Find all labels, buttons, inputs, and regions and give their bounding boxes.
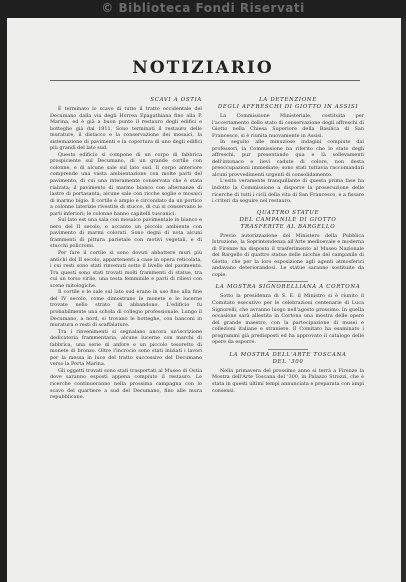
section-divider [268, 281, 308, 282]
paragraph: Gli oggetti trovati sono stati trasportati al Museo di Ostia dove saranno esposti appena compiuto il restauro. Le ricerche continueranno nella prossima campagna con lo scavo del quartiere a sud del Decumano, fino alle mura repubblicane. [50, 367, 202, 401]
section-title-arte-toscana [212, 352, 364, 366]
paragraph: Sotto la presidenza di S. E. il Ministro si è riunito il Comitato esecutivo per le celebrazioni centenarie di Luca Signorelli, che avranno luogo nell'agosto prossimo. In quella occasione sarà allestita in Cortona una mostra delle opere del grande maestro, con la partecipazione di musei e collezioni italiane e straniere. Il Comitato ha esaminato i programmi già predisposti ed ha approvato il catalogo delle opere da esporre. [212, 293, 364, 346]
watermark-text: © Biblioteca Fondi Riservati [101, 1, 305, 15]
section-title-statue [212, 210, 364, 231]
paragraph: È terminato lo scavo di tutto il tratto occidentale del Decumano dalla via degli Horrea Epagathiana fino alla P. Marina, ed è già a buon punto il restauro degli edifici e botteghe già dal 1911. Sono terminati il restauro delle murature, il distacco e la conservazione dei mosaici, la sistemazione di pavimenti e la copertura di uno degli edifici più grandi del lato sud. [50, 106, 202, 152]
section-title-line: QUATTRO STATUE [256, 209, 320, 216]
section-title-line: LA DETENZIONE [259, 97, 317, 103]
paragraph: L'esito veramente tranquillante di questa prima fase ha indotto la Commissione a disporre la prosecuzione delle ricerche di tutti i cicli della vita di San Francesco, e a fissare i criteri da seguire nel restauro. [212, 178, 364, 205]
section-title-affreschi [212, 97, 364, 111]
scan-right-edge [401, 18, 406, 582]
section-title-line: TRASFERITE AL BARGELLO [240, 223, 336, 230]
paragraph: Tra i rinvenimenti si segnalano ancora un'iscrizione dedicatoria frammentaria, alcune lucerne con marchi di fabbrica, una serie di anfore e un piccolo tesoretto di monete di bronzo. Oltre l'incrocio sono stati iniziati i lavori per la messa in luce del tratto successivo del Decumano verso la Porta Marina. [50, 328, 202, 368]
paragraph: Previo autorizzazione del Ministero della Pubblica Istruzione, la Soprintendenza all'Arte medioevale e moderna di Firenze ha disposto il trasferimento al Museo Nazionale del Bargello di quattro statue delle nicchie del campanile di Giotto, che per la loro esposizione agli agenti atmosferici andavano deteriorandosi. Le statue saranno sostituite da copie. [212, 232, 364, 278]
paragraph: La Commissione Ministeriale, costituita per l'accertamento dello stato di conservazione degli affreschi di Giotto nella Chiesa Superiore della Basilica di San Francesco, si è riunita nuovamente in Assisi. [212, 113, 364, 139]
scan-left-edge [0, 18, 7, 582]
paragraph: Il cortile e le sale sul lato sud erano in uso fino alla fine del IV secolo, come dimostrano le monete e le lucerne trovate nello strato di abbandono. L'edificio fu probabilmente una schola di collegio professionale. Lungo il Decumano, a nord, si trovano le botteghe, con banconi in muratura e resti di scaffalature. [50, 289, 202, 329]
paragraph: In seguito alle minuziose indagini compiute dai professori, la Commissione ha riferito che lo stato degli affreschi, pur presentando qua e là sollevamenti dell'intonaco e lievi cadute di colore, non desta preoccupazioni immediate; sono stati tuttavia raccomandati alcuni provvedimenti urgenti di consolidamento. [212, 139, 364, 178]
right-column [212, 97, 364, 394]
paragraph: Per fare il cortile si sono dovuti abbattere muri più antichi del II secolo, appartenenti a case in opera reticolata, i cui resti sono stati rinvenuti sotto il livello del pavimento. Tra questi sono stati trovati molti frammenti di statue, tra cui un torso virile, una testa femminile e parti di rilievi con scene mitologiche. [50, 250, 202, 289]
section-title-line: LA MOSTRA DELL'ARTE TOSCANA [229, 351, 347, 358]
page-title: NOTIZIARIO [132, 58, 274, 78]
section-title-line: DEL '300 [272, 358, 304, 365]
section-title-scavi: SCAVI A OSTIA [150, 97, 202, 103]
section-title-line: DEL CAMPANILE DI GIOTTO [239, 216, 337, 223]
left-column [50, 97, 202, 401]
section-title-signorelli [212, 284, 364, 291]
section-title-line: DEGLI AFFRESCHI DI GIOTTO IN ASSISI [217, 104, 359, 110]
section-title-line: LA MOSTRA SIGNORELLIANA A CORTONA [215, 284, 361, 291]
title-rule [50, 80, 360, 81]
paragraph: Questo edificio si compone di un corpo di fabbrica prospiciente sul Decumano, di un grande cortile con colonne, e di alcune sale sul lato sud. Il corpo anteriore comprende una vasta ambientazione con molte parti del pavimento, di cui una interamente conservata che è stata rialzata; il pavimento di marmo bianco con alternanze di lastre di portasanta, alcune sale con ricche soglie e mosaici di marmo bigio. Il cortile è ampio e circondato da un portico a colonne laterizie rivestite di stucco, di cui si conservano le parti inferiori; le colonne hanno capitelli tuscanici. [50, 151, 202, 217]
scan-top-strip [0, 0, 406, 18]
paragraph: Nella primavera del prossimo anno si terrà a Firenze la Mostra dell'Arte Toscana del '300, in Palazzo Strozzi, che è stata in questi ultimi tempi annunciata e preparata con ampi consensi. [212, 367, 364, 394]
section-divider [268, 349, 308, 350]
paragraph: Sul lato est una sala con mosaico pavimentale in bianco e nero del II secolo, e accanto un piccolo ambiente con pavimento di marmi colorati. Sono degni di nota alcuni frammenti di pittura parietale con motivi vegetali, e di stucchi policromi. [50, 217, 202, 250]
